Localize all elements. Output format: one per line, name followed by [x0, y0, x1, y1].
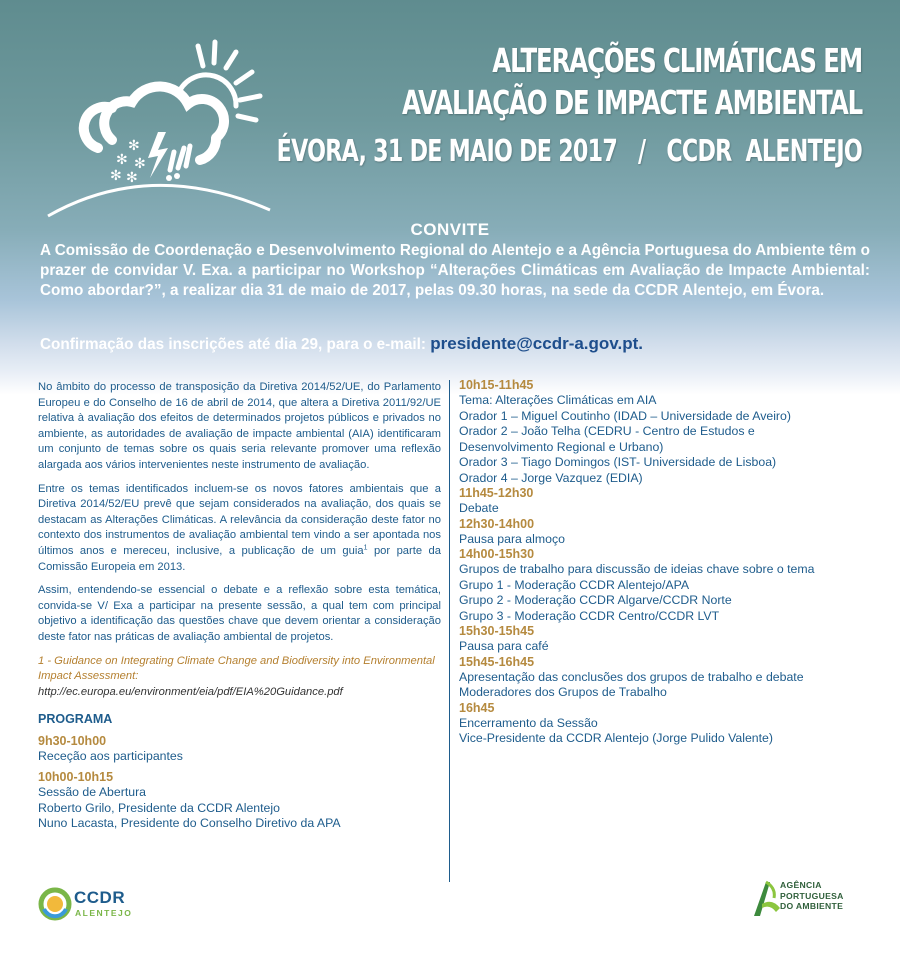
- programa-line: Sessão de Abertura: [38, 785, 147, 800]
- programa-item: [38, 770, 441, 832]
- svg-text:✻: ✻: [134, 156, 146, 172]
- programa-left-list: [38, 734, 441, 832]
- programa-line: Grupo 2 - Moderação CCDR Algarve/CCDR Norte: [459, 593, 732, 607]
- svg-text:✻: ✻: [116, 152, 128, 168]
- programa-line: Orador 2 – João Telha (CEDRU - Centro de Estudos e: [459, 424, 755, 438]
- programa-line: Pausa para café: [459, 639, 549, 653]
- programa-title: PROGRAMA: [38, 712, 113, 727]
- programa-time: 9h30-10h00: [38, 733, 107, 748]
- programa-item: [459, 486, 879, 517]
- programa-line: Orador 3 – Tiago Domingos (IST- Universidade de Lisboa): [459, 455, 777, 469]
- programa-time: 10h00-10h15: [38, 770, 114, 785]
- ccdr-logo-text: CCDR: [74, 888, 126, 907]
- email-link[interactable]: presidente@ccdr-a.gov.pt.: [430, 334, 643, 353]
- apa-logo: [752, 878, 872, 920]
- title-line-2: AVALIAÇÃO DE IMPACTE AMBIENTAL: [401, 83, 862, 122]
- programa-item: [459, 655, 879, 701]
- programa-time: 11h45-12h30: [459, 486, 534, 500]
- programa-time: 10h15-11h45: [459, 378, 534, 392]
- left-column: [38, 380, 441, 832]
- footnote-reference: 1 - Guidance on Integrating Climate Change and Biodiversity into Environmental Impact Assessment:: [38, 654, 435, 683]
- title-line-1: ALTERAÇÕES CLIMÁTICAS EM: [492, 41, 862, 80]
- convite-heading: CONVITE: [410, 220, 490, 239]
- apa-logo-text: [780, 880, 844, 912]
- apa-logo-line: AGÊNCIA: [780, 880, 822, 890]
- programa-item: [459, 378, 879, 486]
- programa-item: [459, 624, 879, 655]
- programa-item: [38, 734, 441, 765]
- svg-text:✻: ✻: [126, 170, 138, 186]
- column-divider: [449, 380, 450, 882]
- ccdr-swirl-icon: [38, 887, 72, 921]
- body-paragraph: Assim, entendendo-se essencial o debate e a reflexão sobre esta temática, convida-se V/ Exa a participar na presente sessão, a qual tem com principal objetivo a identificação das questões chave que devem orientar a consideração deste fator nas práticas de avaliação ambiental de projetos.: [38, 584, 441, 643]
- confirmation-text: Confirmação das inscrições até dia 29, para o e-mail:: [40, 336, 431, 353]
- programa-line: Apresentação das conclusões dos grupos de trabalho e debate: [459, 669, 804, 684]
- programa-item: [459, 547, 879, 624]
- confirmation-line: [40, 334, 880, 354]
- svg-text:✻: ✻: [110, 168, 122, 184]
- invite-text: A Comissão de Coordenação e Desenvolvimento Regional do Alentejo e a Agência Portuguesa do Ambiente têm o prazer de convidar V. Exa. a participar no Workshop “Alterações Climáticas em Avaliação de Impacte Ambiental: Como abordar?”, a realizar dia 31 de maio de 2017, pelas 09.30 horas, na sede da CCDR Alentejo, em Évora.: [40, 242, 870, 299]
- right-column: [459, 378, 879, 747]
- programa-line: Debate: [459, 501, 499, 515]
- event-date-location: ÉVORA, 31 DE MAIO DE 2017 / CCDR ALENTEJO: [276, 134, 862, 169]
- ccdr-logo-subtext: ALENTEJO: [75, 908, 133, 918]
- ccdr-alentejo-logo: [38, 887, 138, 927]
- title-block: [71, 40, 862, 172]
- apa-mark-icon: [752, 878, 782, 918]
- programa-line: Tema: Alterações Climáticas em AIA: [459, 393, 657, 407]
- programa-line: Desenvolvimento Regional e Urbano): [459, 439, 664, 454]
- svg-text:✻: ✻: [128, 138, 140, 154]
- programa-line: Nuno Lacasta, Presidente do Conselho Diretivo da APA: [38, 816, 341, 831]
- programa-line: Moderadores dos Grupos de Trabalho: [459, 685, 667, 699]
- programa-line: Orador 1 – Miguel Coutinho (IDAD – Universidade de Aveiro): [459, 408, 791, 423]
- programa-line: Receção aos participantes: [38, 748, 183, 763]
- apa-logo-line: DO AMBIENTE: [780, 901, 844, 911]
- footnote-url[interactable]: http://ec.europa.eu/environment/eia/pdf/EIA%20Guidance.pdf: [38, 685, 343, 698]
- programa-time: 16h45: [459, 700, 495, 715]
- footnote: [38, 654, 441, 701]
- programa-time: 15h45-16h45: [459, 654, 535, 669]
- programa-time: 12h30-14h00: [459, 516, 535, 531]
- body-paragraph: No âmbito do processo de transposição da Diretiva 2014/52/UE, do Parlamento Europeu e do Conselho de 16 de abril de 2014, que altera a Diretiva 2011/92/UE relativa à avaliação dos efeitos de determinados projetos públicos e privados no ambiente, as autoridades de avaliação de impacte ambiental (AIA) identificaram um conjunto de temas sobre os quais seria relevante promover uma reflexão alargada aos vários intervenientes neste instrumento de avaliação.: [38, 381, 441, 471]
- programa-item: [459, 517, 879, 548]
- programa-line: Grupo 3 - Moderação CCDR Centro/CCDR LVT: [459, 608, 720, 623]
- footnote-marker: 1: [363, 544, 368, 552]
- programa-line: Encerramento da Sessão: [459, 715, 598, 730]
- apa-logo-line: PORTUGUESA: [780, 890, 844, 901]
- programa-line: Vice-Presidente da CCDR Alentejo (Jorge Pulido Valente): [459, 731, 773, 745]
- programa-line: Orador 4 – Jorge Vazquez (EDIA): [459, 470, 643, 485]
- programa-item: [459, 701, 879, 747]
- programa-line: Grupos de trabalho para discussão de ideias chave sobre o tema: [459, 562, 815, 576]
- programa-time: 14h00-15h30: [459, 547, 535, 561]
- programa-time: 15h30-15h45: [459, 624, 535, 638]
- body-paragraph-text-end: por parte da Comissão Europeia em 2013.: [38, 544, 441, 573]
- programa-line: Grupo 1 - Moderação CCDR Alentejo/APA: [459, 577, 690, 592]
- body-paragraph: [38, 482, 441, 576]
- body-paragraph-text: Entre os temas identificados incluem-se os novos fatores ambientais que a Diretiva 2014/52/EU prevê que sejam considerados na avaliação, dos quais se destacam as Alterações Climáticas. A relevância da consideração deste fator no contexto dos instrumentos de avaliação ambiental tem vindo a ser apontada nos últimos anos e mereceu, inclusive, a publicação de um guia: [38, 482, 441, 557]
- programa-line: Roberto Grilo, Presidente da CCDR Alentejo: [38, 800, 280, 815]
- programa-line: Pausa para almoço: [459, 531, 565, 546]
